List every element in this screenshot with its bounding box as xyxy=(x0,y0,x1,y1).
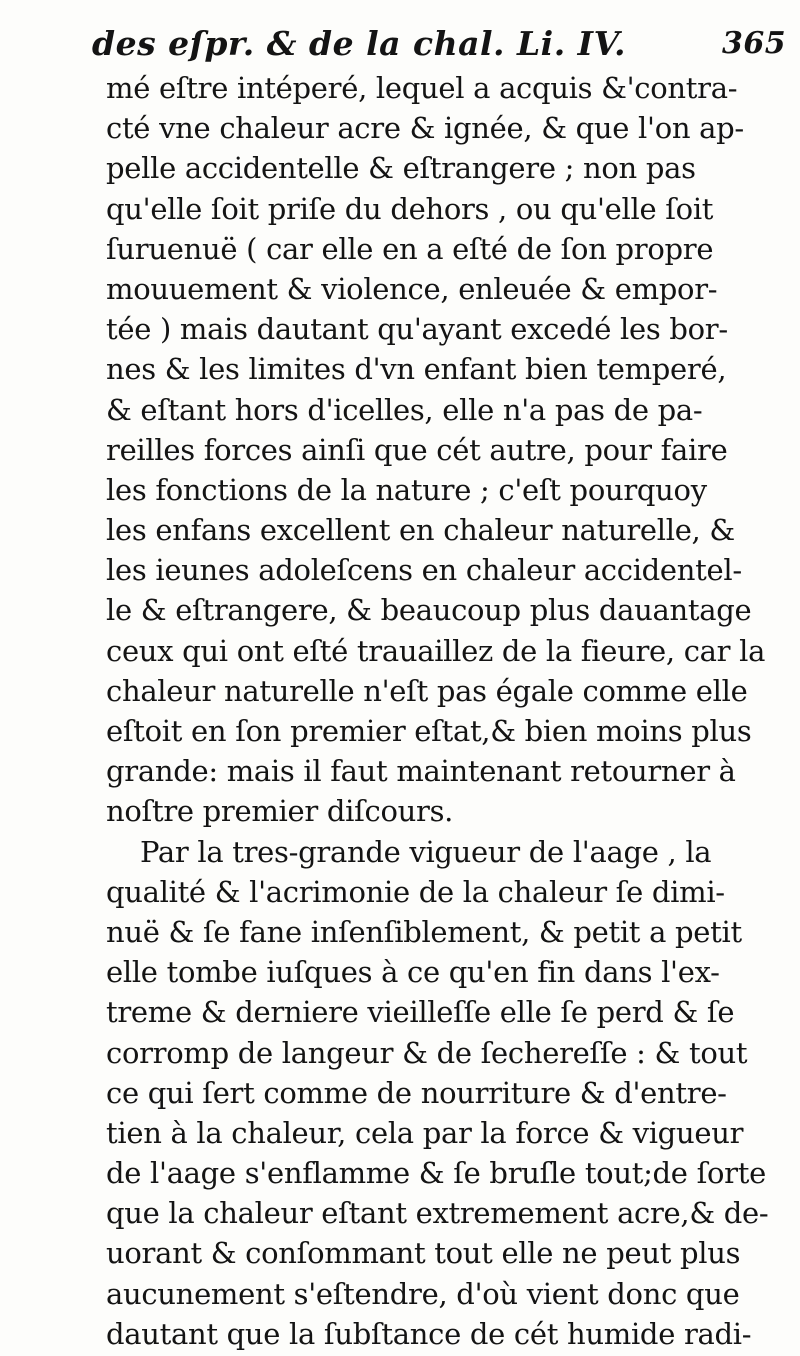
text-line: de l'aage s'enflamme & ſe bruſle tout;de ſorte xyxy=(106,1156,766,1191)
text-line: ce qui ſert comme de nourriture & d'entre- xyxy=(106,1075,727,1110)
text-line: le & eſtrangere, & beaucoup plus dauantage xyxy=(106,593,752,628)
running-title: des eſpr. & de la chal. Li. IV. xyxy=(92,24,626,63)
text-line: qu'elle ſoit priſe du dehors , ou qu'elle ſoit xyxy=(106,191,714,226)
text-line: qualité & l'acrimonie de la chaleur ſe dimi- xyxy=(106,874,725,909)
text-line: dautant que la ſubſtance de cét humide radi- xyxy=(106,1316,752,1351)
text-line: nes & les limites d'vn enfant bien temperé, xyxy=(106,352,727,387)
page-number: 365 xyxy=(722,26,787,61)
text-line: mé eſtre intéperé, lequel a acquis &'contra- xyxy=(106,71,738,105)
page-header xyxy=(92,16,787,72)
text-line: les ieunes adoleſcens en chaleur accidentel- xyxy=(106,553,742,588)
text-line: ceux qui ont eſté trauaillez de la fieure, car la xyxy=(106,633,766,668)
text-line: que la chaleur eſtant extremement acre,& de- xyxy=(106,1196,769,1231)
text-line: aucunement s'eſtendre, d'où vient donc que xyxy=(106,1276,740,1311)
text-line: treme & derniere vieilleſſe elle ſe perd & ſe xyxy=(106,995,735,1030)
body-text xyxy=(106,68,796,1354)
paragraph-first-line: Par la tres-grande vigueur de l'aage , la xyxy=(140,834,712,869)
text-line: les fonctions de la nature ; c'eſt pourquoy xyxy=(106,472,707,507)
text-line: mouuement & violence, enleuée & empor- xyxy=(106,271,718,306)
text-line: cté vne chaleur acre & ignée, & que l'on ap- xyxy=(106,111,744,146)
text-line: eſtoit en ſon premier eſtat,& bien moins plus xyxy=(106,714,752,748)
text-line: tée ) mais dautant qu'ayant excedé les bor- xyxy=(106,312,728,347)
text-line: les enfans excellent en chaleur naturelle, & xyxy=(106,513,735,548)
text-line: reilles forces ainſi que cét autre, pour faire xyxy=(106,432,728,467)
text-line: ſuruenuë ( car elle en a eſté de ſon propre xyxy=(106,231,714,266)
text-line: elle tombe iuſques à ce qu'en fin dans l'ex- xyxy=(106,955,720,990)
text-line: corromp de langeur & de ſechereſſe : & tout xyxy=(106,1035,748,1070)
text-line: tien à la chaleur, cela par la force & vigueur xyxy=(106,1115,744,1150)
text-line: & eſtant hors d'icelles, elle n'a pas de pa- xyxy=(106,392,703,427)
text-line: noſtre premier diſcours. xyxy=(106,794,454,829)
text-line: uorant & conſommant tout elle ne peut plus xyxy=(106,1236,741,1271)
text-line: pelle accidentelle & eſtrangere ; non pas xyxy=(106,151,696,186)
text-line: grande: mais il faut maintenant retourner à xyxy=(106,754,736,789)
text-line: nuë & ſe fane inſenſiblement, & petit a petit xyxy=(106,914,742,949)
text-line: chaleur naturelle n'eſt pas égale comme elle xyxy=(106,673,748,708)
